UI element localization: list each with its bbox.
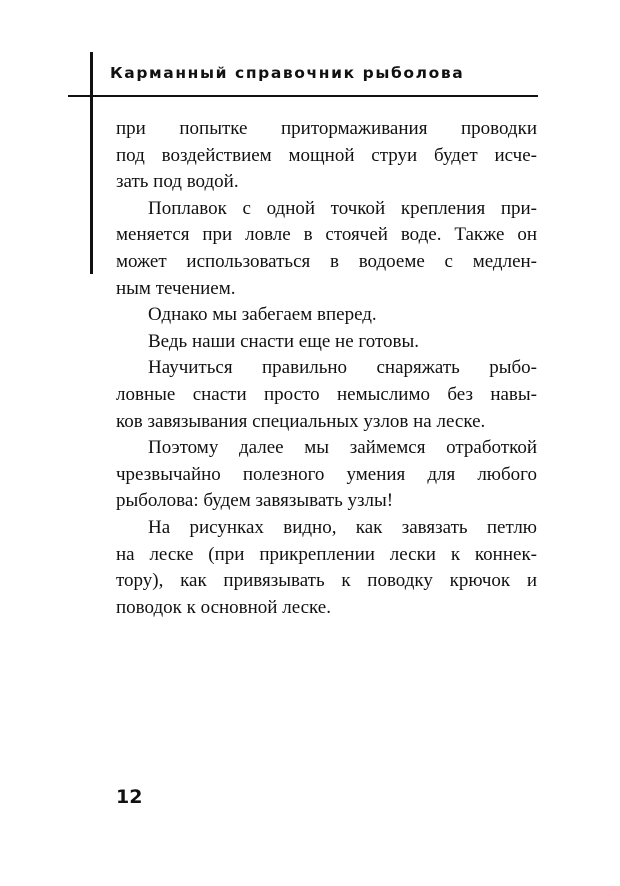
text-line: Поплавок с одной точкой крепления при- (148, 197, 537, 219)
header-horizontal-rule (68, 95, 538, 97)
text-line: Однако мы забегаем вперед. (148, 304, 377, 326)
paragraph (116, 355, 537, 435)
text-line: может использоваться в водоеме с медлен- (116, 250, 537, 272)
text-line: рыболова: будем завязывать узлы! (116, 490, 394, 512)
text-line: Научиться правильно снаряжать рыбо- (148, 357, 537, 379)
text-line: на леске (при прикреплении лески к коннек- (116, 543, 537, 565)
text-line: ловные снасти просто немыслимо без навы- (116, 383, 537, 405)
text-line: зать под водой. (116, 171, 239, 193)
text-line: Поэтому далее мы займемся отработкой (148, 437, 537, 459)
paragraph (116, 196, 537, 302)
paragraph (116, 435, 537, 515)
paragraph (116, 302, 537, 329)
header-vertical-rule (90, 52, 93, 274)
paragraph (116, 116, 537, 196)
running-head-title: Карманный справочник рыболова (110, 64, 465, 82)
paragraph (116, 329, 537, 356)
text-line: при попытке притормаживания проводки (116, 118, 537, 139)
text-line: под воздействием мощной струи будет исче- (116, 144, 537, 166)
text-line: Ведь наши снасти еще не готовы. (148, 330, 419, 352)
page-number: 12 (116, 786, 143, 808)
paragraph (116, 515, 537, 621)
text-line: ков завязывания специальных узлов на леске. (116, 410, 486, 432)
text-line: меняется при ловле в стоячей воде. Также он (116, 224, 537, 246)
text-line: тору), как привязывать к поводку крючок и (116, 570, 537, 592)
text-line: поводок к основной леске. (116, 596, 331, 618)
text-line: На рисунках видно, как завязать петлю (148, 516, 537, 538)
text-line: чрезвычайно полезного умения для любого (116, 463, 537, 485)
text-line: ным течением. (116, 277, 236, 299)
body-text (116, 116, 537, 621)
